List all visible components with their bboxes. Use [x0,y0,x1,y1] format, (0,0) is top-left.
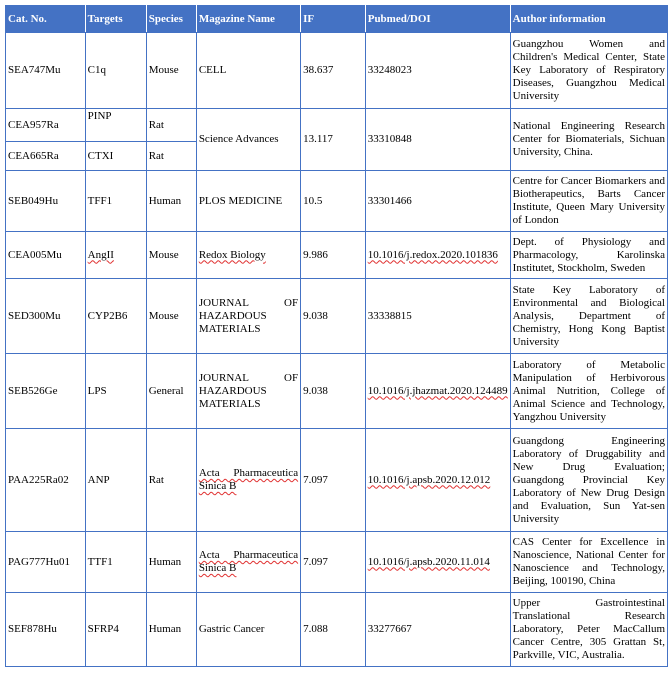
table-row [6,532,668,593]
author-cell: National Engineering Research Center for Biomaterials, Sichuan University, China. [510,109,667,171]
magazine-text: Acta Pharmaceutica Sinica B [198,467,299,492]
cat-no-cell: SEB049Hu [6,171,86,232]
author-cell: Upper Gastrointestinal Translational Research Laboratory, Peter MacCallum Cancer Centre, 305 Grattan St, Parkville, VIC, Australia. [510,593,667,667]
magazine-cell [196,232,300,279]
author-cell: Guangzhou Women and Children's Medical Center, State Key Laboratory of Respiratory Diseases, Guangzhou Medical University [510,33,667,109]
table-row [6,279,668,354]
pubmed-cell: 33248023 [365,33,510,109]
pubmed-cell [365,232,510,279]
if-cell: 9.038 [301,279,366,354]
if-cell: 7.097 [301,532,366,593]
cat-no-cell: CEA957Ra [6,109,86,142]
if-cell: 38.637 [301,33,366,109]
species-cell: Rat [146,142,196,171]
target-text: AngII [87,248,114,261]
header-cat-no: Cat. No. [6,6,86,33]
species-cell: Rat [146,109,196,142]
target-cell: ANP [85,429,146,532]
if-cell: 7.088 [301,593,366,667]
pubmed-text: 10.1016/j.jhazmat.2020.124489 [367,384,508,397]
target-cell: TFF1 [85,171,146,232]
author-cell: Dept. of Physiology and Pharmacology, Karolinska Institutet, Stockholm, Sweden [510,232,667,279]
table-row [6,171,668,232]
table-row [6,232,668,279]
cat-no-cell: PAA225Ra02 [6,429,86,532]
species-cell: Human [146,593,196,667]
header-pubmed-doi: Pubmed/DOI [365,6,510,33]
table-row [6,429,668,532]
table-row [6,33,668,109]
target-cell: LPS [85,354,146,429]
pubmed-cell [365,532,510,593]
magazine-cell: PLOS MEDICINE [196,171,300,232]
pubmed-cell [365,354,510,429]
if-cell: 9.986 [301,232,366,279]
magazine-cell: CELL [196,33,300,109]
if-cell: 9.038 [301,354,366,429]
table-row [6,593,668,667]
header-row [6,6,668,33]
cat-no-cell: PAG777Hu01 [6,532,86,593]
cat-no-cell: SEF878Hu [6,593,86,667]
cat-no-cell: SEA747Mu [6,33,86,109]
cat-no-cell: CEA005Mu [6,232,86,279]
target-cell: CTXI [85,142,146,171]
species-cell: Rat [146,429,196,532]
if-cell: 10.5 [301,171,366,232]
magazine-text: Redox Biology [198,248,266,261]
author-cell: Centre for Cancer Biomarkers and Biotherapeutics, Barts Cancer Institute, Queen Mary University of London [510,171,667,232]
species-cell: Human [146,532,196,593]
header-magazine-name: Magazine Name [196,6,300,33]
pubmed-cell: 33277667 [365,593,510,667]
pubmed-cell: 33310848 [365,109,510,171]
pubmed-text: 10.1016/j.redox.2020.101836 [367,248,498,261]
author-cell: CAS Center for Excellence in Nanoscience, National Center for Nanoscience and Technology, Beijing, 100190, China [510,532,667,593]
cat-no-cell: SED300Mu [6,279,86,354]
target-cell: C1q [85,33,146,109]
target-cell [85,232,146,279]
target-cell: CYP2B6 [85,279,146,354]
species-cell: General [146,354,196,429]
if-cell: 13.117 [301,109,366,171]
header-if: IF [301,6,366,33]
header-species: Species [146,6,196,33]
species-cell: Mouse [146,33,196,109]
species-cell: Mouse [146,232,196,279]
magazine-cell [196,429,300,532]
publication-table-container [5,5,668,667]
target-cell: TTF1 [85,532,146,593]
publication-table [5,5,668,667]
author-cell: Guangdong Engineering Laboratory of Druggability and New Drug Evaluation; Guangdong Provincial Key Laboratory of New Drug Design and Evaluation, Sun Yat-sen University [510,429,667,532]
magazine-cell: JOURNAL OF HAZARDOUS MATERIALS [196,279,300,354]
species-cell: Mouse [146,279,196,354]
table-row [6,109,668,142]
magazine-cell: Science Advances [196,109,300,171]
author-cell: Laboratory of Metabolic Manipulation of Herbivorous Animal Nutrition, College of Animal Science and Technology, Yangzhou University [510,354,667,429]
species-cell: Human [146,171,196,232]
pubmed-cell [365,429,510,532]
pubmed-text: 10.1016/j.apsb.2020.11.014 [367,555,490,568]
magazine-text: Acta Pharmaceutica Sinica B [198,549,299,574]
pubmed-text: 10.1016/j.apsb.2020.12.012 [367,473,491,486]
pubmed-cell: 33338815 [365,279,510,354]
magazine-cell: JOURNAL OF HAZARDOUS MATERIALS [196,354,300,429]
author-cell: State Key Laboratory of Environmental and Biological Analysis, Department of Chemistry, Hong Kong Baptist University [510,279,667,354]
magazine-cell [196,532,300,593]
if-cell: 7.097 [301,429,366,532]
header-targets: Targets [85,6,146,33]
cat-no-cell: CEA665Ra [6,142,86,171]
pubmed-cell: 33301466 [365,171,510,232]
header-author-information: Author information [510,6,667,33]
table-row [6,354,668,429]
cat-no-cell: SEB526Ge [6,354,86,429]
magazine-cell: Gastric Cancer [196,593,300,667]
target-cell: PINP [85,109,146,142]
target-cell: SFRP4 [85,593,146,667]
